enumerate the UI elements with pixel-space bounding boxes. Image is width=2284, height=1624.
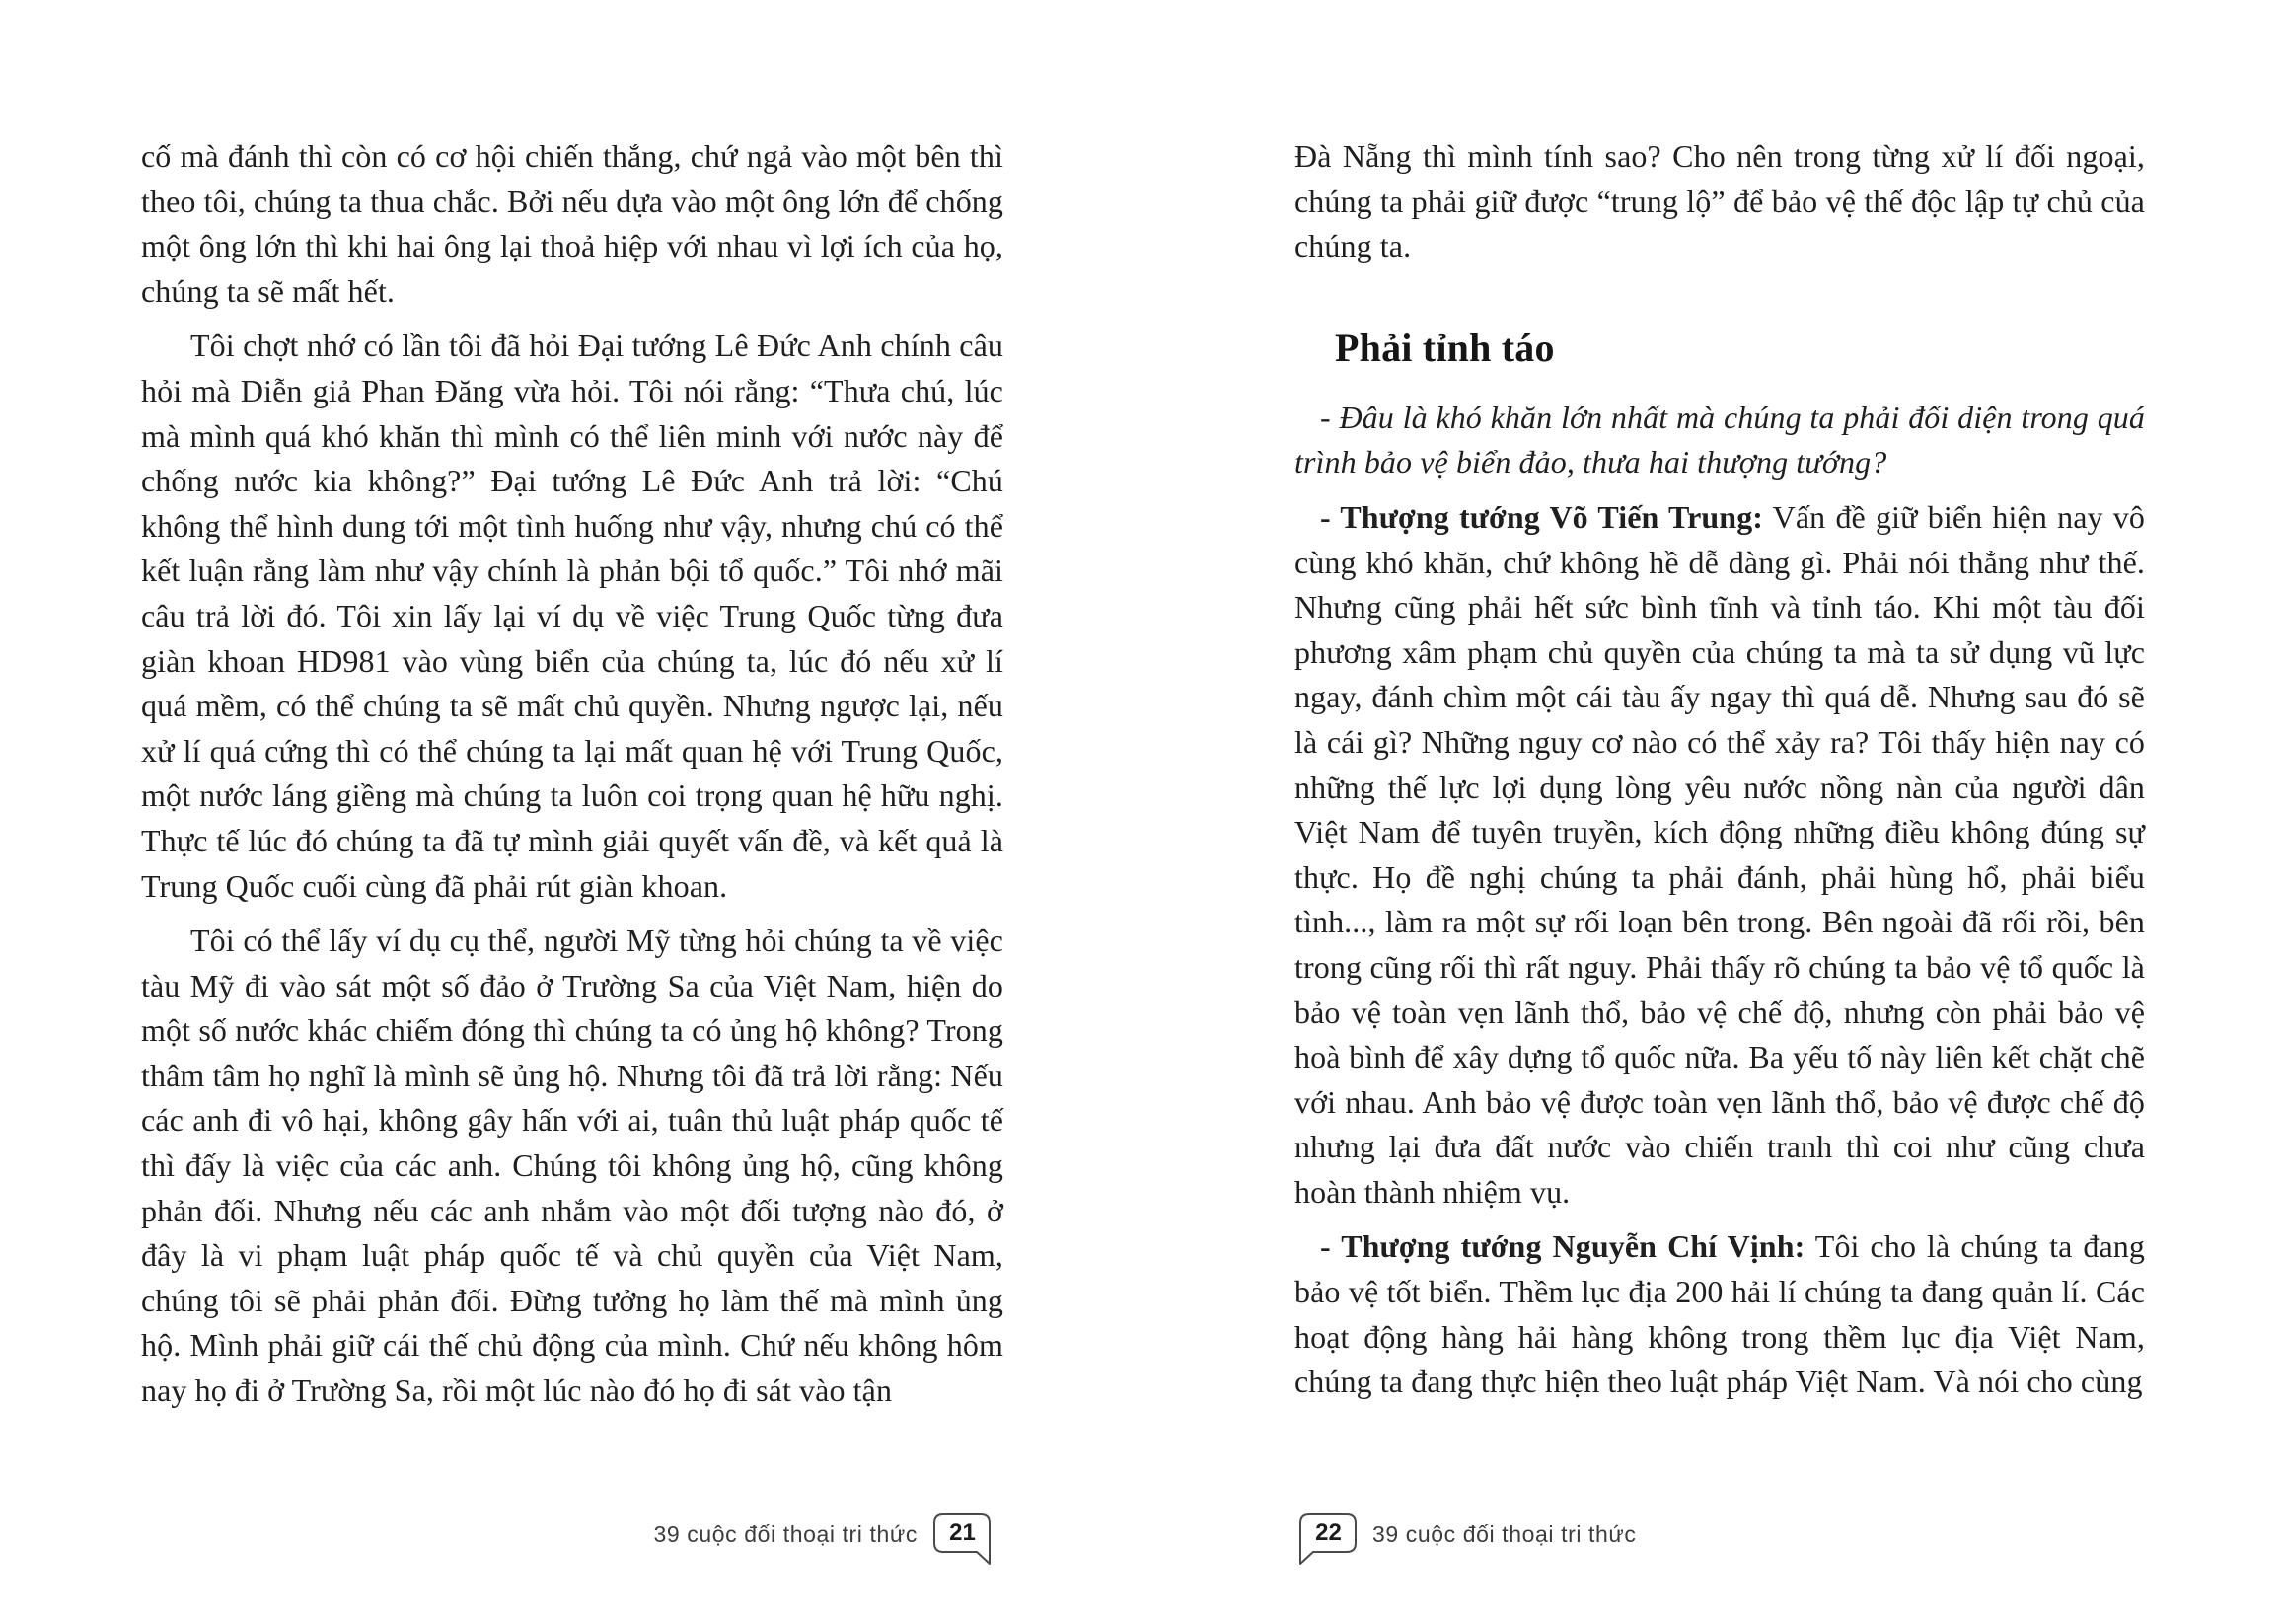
paragraph: Tôi có thể lấy ví dụ cụ thể, người Mỹ từng hỏi chúng ta về việc tàu Mỹ đi vào sát một số đảo ở Trường Sa của Việt Nam, hiện do một số nước khác chiếm đóng thì chúng ta có ủng hộ không? Trong thâm tâm họ nghĩ là mình sẽ ủng hộ. Nhưng tôi đã trả lời rằng: Nếu các anh đi vô hại, không gây hấn với ai, tuân thủ luật pháp quốc tế thì đấy là việc của các anh. Chúng tôi không ủng hộ, cũng không phản đối. Nhưng nếu các anh nhắm vào một đối tượng nào đó, ở đây là vi phạm luật pháp quốc tế và chủ quyền của Việt Nam, chúng tôi sẽ phải phản đối. Đừng tưởng họ làm thế mà mình ủng hộ. Mình phải giữ cái thế chủ động của mình. Chứ nếu không hôm nay họ đi ở Trường Sa, rồi một lúc nào đó họ đi sát vào tận bbox=[141, 923, 1003, 1409]
speaker-name: - Thượng tướng Võ Tiến Trung: bbox=[1320, 498, 1764, 535]
page-22-body bbox=[1294, 134, 2145, 1405]
answer-text: Tôi cho là chúng ta đang bảo vệ tốt biển. Thềm lục địa 200 hải lí chúng ta đang quản lí. Các hoạt động hàng hải hàng không trong thềm lục địa Việt Nam, chúng ta đang thực hiện theo luật pháp Việt Nam. Và nói cho cùng bbox=[1294, 1228, 2145, 1400]
paragraph-continuation: cố mà đánh thì còn có cơ hội chiến thắng, chứ ngả vào một bên thì theo tôi, chúng ta thua chắc. Bởi nếu dựa vào một ông lớn để chống một ông lớn thì khi hai ông lại thoả hiệp với nhau vì lợi ích của họ, chúng ta sẽ mất hết. bbox=[141, 138, 1003, 309]
answer-text: Vấn đề giữ biển hiện nay vô cùng khó khăn, chứ không hề dễ dàng gì. Phải nói thẳng như thế. Nhưng cũng phải hết sức bình tĩnh và tỉnh táo. Khi một tàu đối phương xâm phạm chủ quyền của chúng ta mà ta sử dụng vũ lực ngay, đánh chìm một cái tàu ấy ngay thì quá dễ. Nhưng sau đó sẽ là cái gì? Những nguy cơ nào có thể xảy ra? Tôi thấy hiện nay có những thế lực lợi dụng lòng yêu nước nồng nàn của người dân Việt Nam để tuyên truyền, kích động những điều không đúng sự thực. Họ đề nghị chúng ta phải đánh, phải hùng hổ, phải biểu tình..., làm ra một sự rối loạn bên trong. Bên ngoài đã rối rồi, bên trong cũng rối thì rất nguy. Phải thấy rõ chúng ta bảo vệ tổ quốc là bảo vệ toàn vẹn lãnh thổ, bảo vệ chế độ, nhưng còn phải bảo vệ hoà bình để xây dựng tổ quốc nữa. Ba yếu tố này liên kết chặt chẽ với nhau. Anh bảo vệ được toàn vẹn lãnh thổ, bảo vệ được chế độ nhưng lại đưa đất nước vào chiến tranh thì coi như cũng chưa hoàn thành nhiệm vụ. bbox=[1294, 498, 2145, 1210]
footer-book-title: 39 cuộc đối thoại tri thức bbox=[653, 1520, 918, 1547]
interview-answer bbox=[1294, 495, 2145, 1216]
speaker-name: - Thượng tướng Nguyễn Chí Vịnh: bbox=[1320, 1228, 1805, 1265]
paragraph-continuation: Đà Nẵng thì mình tính sao? Cho nên trong từng xử lí đối ngoại, chúng ta phải giữ được “trung lộ” để bảo vệ thế độc lập tự chủ của chúng ta. bbox=[1294, 138, 2145, 264]
section-heading: Phải tỉnh táo bbox=[1335, 325, 1555, 370]
paragraph: Tôi chợt nhớ có lần tôi đã hỏi Đại tướng Lê Đức Anh chính câu hỏi mà Diễn giả Phan Đăng vừa hỏi. Tôi nói rằng: “Thưa chú, lúc mà mình quá khó khăn thì mình có thể liên minh với nước này để chống nước kia không?” Đại tướng Lê Đức Anh trả lời: “Chú không thể hình dung tới một tình huống như vậy, nhưng chú có thể kết luận rằng làm như vậy chính là phản bội tổ quốc.” Tôi nhớ mãi câu trả lời đó. Tôi xin lấy lại ví dụ về việc Trung Quốc từng đưa giàn khoan HD981 vào vùng biển của chúng ta, lúc đó nếu xử lí quá mềm, có thể chúng ta sẽ mất chủ quyền. Nhưng ngược lại, nếu xử lí quá cứng thì có thể chúng ta lại mất quan hệ với Trung Quốc, một nước láng giềng mà chúng ta luôn coi trọng quan hệ hữu nghị. Thực tế lúc đó chúng ta đã tự mình giải quyết vấn đề, và kết quả là Trung Quốc cuối cùng đã phải rút giàn khoan. bbox=[141, 328, 1003, 904]
page-number: 21 bbox=[949, 1519, 976, 1546]
interview-question: - Đâu là khó khăn lớn nhất mà chúng ta phải đối diện trong quá trình bảo vệ biển đảo, thưa hai thượng tướng? bbox=[1294, 399, 2145, 480]
footer-book-title: 39 cuộc đối thoại tri thức bbox=[1372, 1520, 1637, 1547]
page-number-badge bbox=[933, 1513, 995, 1555]
page-number-badge bbox=[1295, 1513, 1357, 1555]
page-number: 22 bbox=[1315, 1519, 1342, 1546]
page-footer-right bbox=[1295, 1513, 1637, 1555]
interview-answer bbox=[1294, 1224, 2145, 1404]
page-21-body bbox=[141, 134, 1003, 1414]
page-footer-left bbox=[653, 1513, 995, 1555]
